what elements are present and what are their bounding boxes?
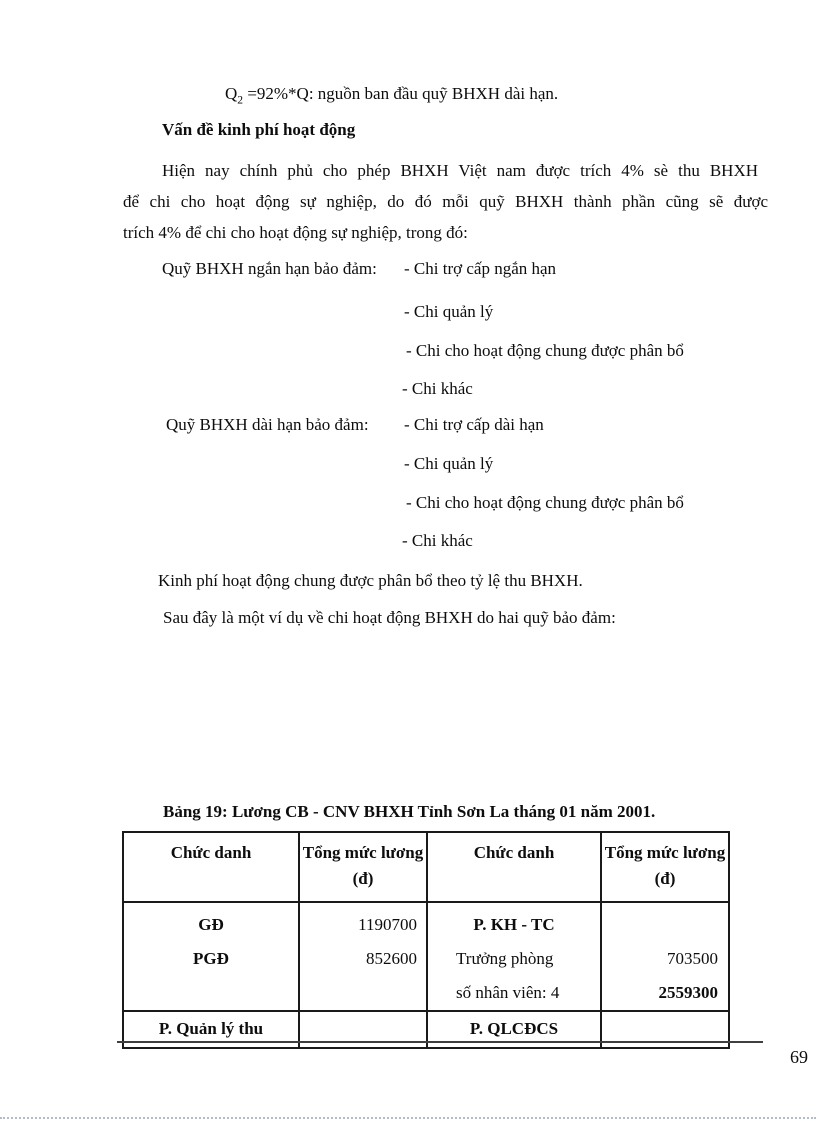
fund-expense-item: - Chi trợ cấp dài hạn (404, 415, 544, 434)
short-term-fund-label: Quỹ BHXH ngắn hạn bảo đảm: (162, 259, 377, 278)
table-title: Bảng 19: Lương CB - CNV BHXH Tỉnh Sơn La tháng 01 năm 2001. (163, 802, 656, 821)
formula-base: Q (225, 84, 238, 103)
footer-separator (117, 1041, 763, 1043)
position-label: P. Quản lý thu (158, 1019, 264, 1038)
table-header-row (123, 832, 729, 902)
fund-expense-item: - Chi trợ cấp ngắn hạn (404, 259, 557, 278)
position-label: số nhân viên: 4 (456, 983, 560, 1002)
paragraph-line: Hiện nay chính phủ cho phép BHXH Việt nam được trích 4% sè thu BHXH (162, 161, 758, 180)
fund-expense-item: - Chi khác (402, 379, 473, 398)
cell-positions-left (123, 902, 299, 1011)
paragraph-line: để chi cho hoạt động sự nghiệp, do đó mỗi quỹ BHXH thành phần cũng sẽ được (123, 192, 768, 211)
salary-value: 703500 (667, 949, 718, 968)
example-intro: Sau đây là một ví dụ về chi hoạt động BHXH do hai quỹ bảo đảm: (163, 608, 616, 627)
spacer (602, 908, 728, 942)
position-label: P. QLCĐCS (469, 1019, 559, 1038)
header-salary-right: Tổng mức lương (đ) (601, 832, 729, 902)
position-label: Trưởng phòng (456, 949, 554, 968)
fund-expense-item: - Chi quản lý (404, 454, 494, 473)
cell-positions-right (427, 902, 601, 1011)
allocation-note: Kinh phí hoạt động chung được phân bổ theo tỷ lệ thu BHXH. (158, 571, 583, 590)
section-heading: Vấn đề kinh phí hoạt động (162, 120, 356, 139)
formula-rest: =92%*Q: nguồn ban đầu quỹ BHXH dài hạn. (243, 84, 559, 103)
formula-subscript: 2 (237, 93, 244, 107)
position-label: GĐ (198, 915, 224, 934)
header-salary-left: Tổng mức lương (đ) (299, 832, 427, 902)
long-term-fund-label: Quỹ BHXH dài hạn bảo đảm: (166, 415, 369, 434)
table-row (123, 902, 729, 1011)
header-position-right: Chức danh (427, 832, 601, 902)
fund-expense-item: - Chi cho hoạt động chung được phân bổ (406, 341, 684, 360)
paragraph-line: trích 4% để chi cho hoạt động sự nghiệp, trong đó: (123, 223, 468, 242)
page-bottom-guide (0, 1117, 816, 1119)
page-number: 69 (790, 1047, 808, 1067)
position-label: PGĐ (193, 949, 229, 968)
header-position-left: Chức danh (123, 832, 299, 902)
cell-salaries-right (601, 902, 729, 1011)
formula-line (225, 83, 558, 105)
fund-expense-item: - Chi khác (402, 531, 473, 550)
salary-value: 852600 (366, 949, 417, 968)
cell-salaries-left (299, 902, 427, 1011)
position-label: P. KH - TC (473, 915, 555, 934)
fund-expense-item: - Chi cho hoạt động chung được phân bổ (406, 493, 684, 512)
fund-expense-item: - Chi quản lý (404, 302, 494, 321)
salary-total: 2559300 (658, 983, 718, 1002)
salary-table (122, 831, 730, 1049)
salary-value: 1190700 (358, 915, 417, 934)
